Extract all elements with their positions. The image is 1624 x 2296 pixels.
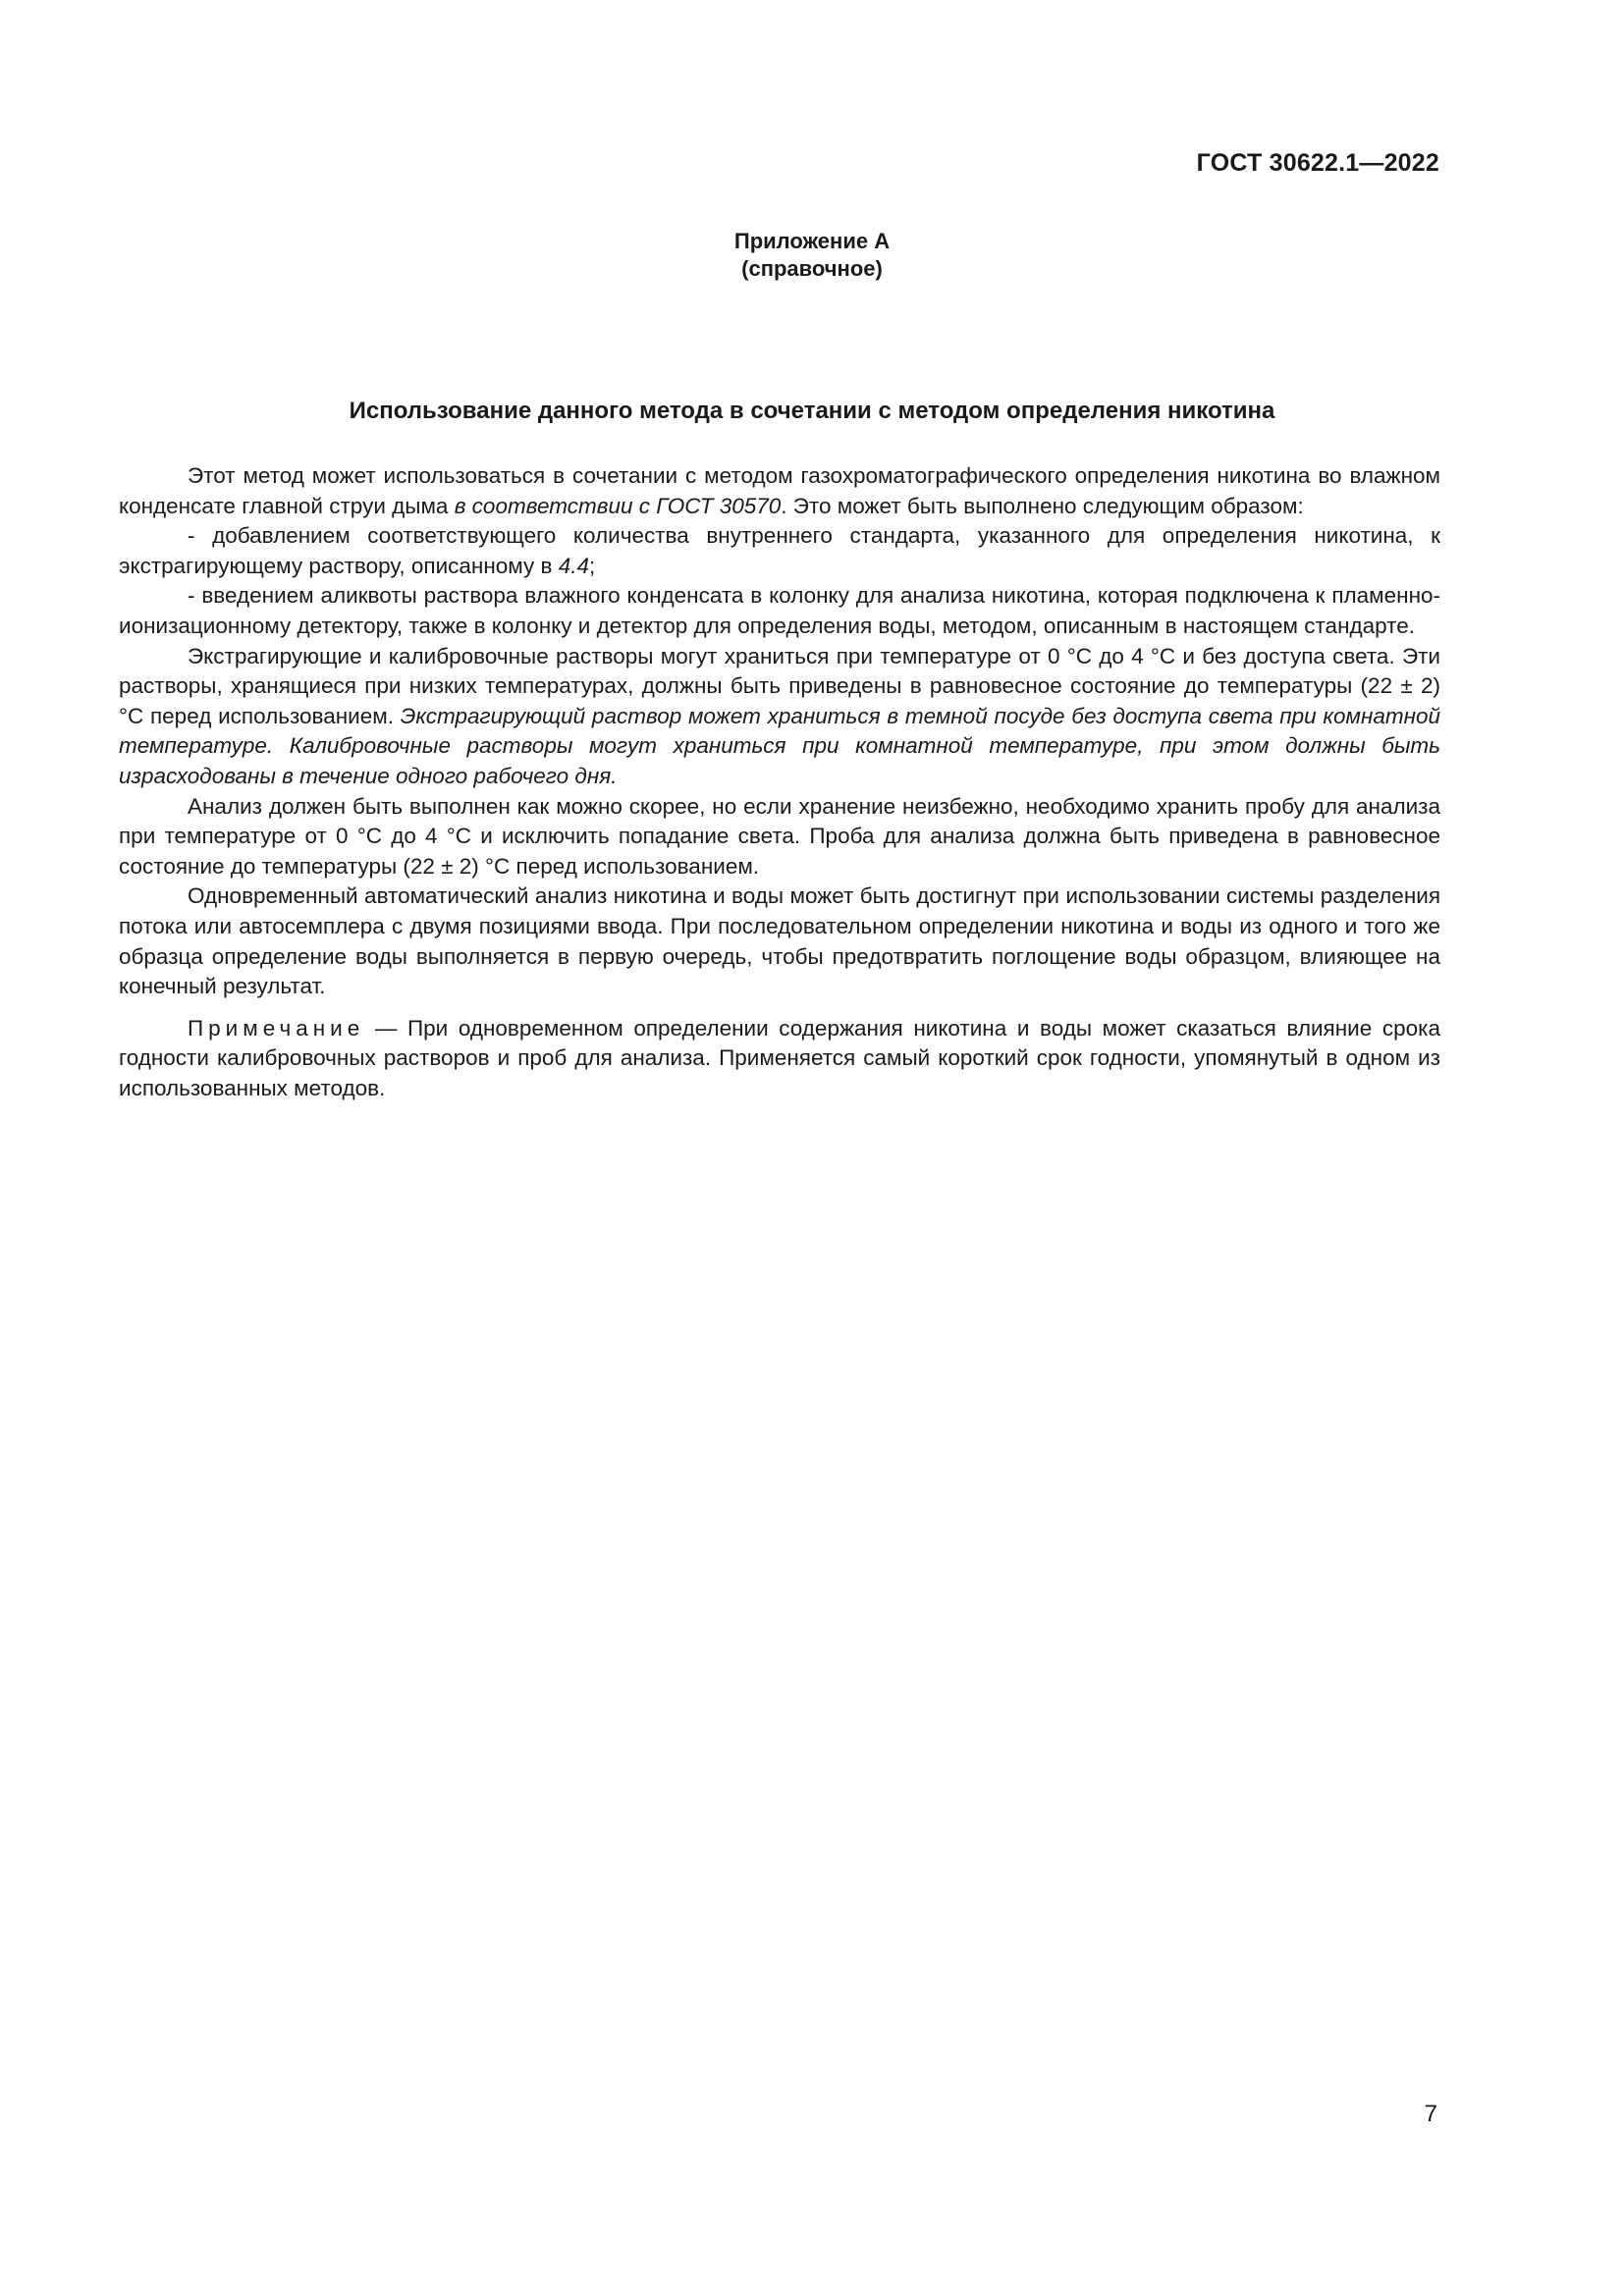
section-title: Использование данного метода в сочетании с методом определения никотина: [349, 398, 1275, 424]
text-span: - добавлением соответствующего количества внутреннего стандарта, указанного для определения никотина, к экстрагирующему раствору, описанному в: [119, 523, 1440, 578]
list-item: [119, 521, 1440, 581]
paragraph-analysis: Анализ должен быть выполнен как можно скорее, но если хранение неизбежно, необходимо хранить пробу для анализа при температуре от 0 °С до 4 °С и исключить попадание света. Проба для анализа должна быть приведена в равновесное состояние до температуры (22 ± 2) °С перед использованием.: [119, 793, 1440, 879]
text-span: Этот метод может использоваться в сочетании с методом газохроматографического определения никотина во влажном конденсате главной струи дыма: [119, 463, 1440, 518]
text-span: . Это может быть выполнено следующим образом:: [781, 493, 1304, 518]
annex-heading: [0, 228, 1624, 283]
paragraph-storage: [119, 642, 1440, 792]
reference-link-text: в соответствии с ГОСТ 30570: [454, 493, 782, 518]
paragraph-intro: [119, 461, 1440, 521]
note-label: Примечание: [188, 1015, 365, 1041]
document-code: ГОСТ 30622.1—2022: [1196, 149, 1439, 177]
italic-text: Экстрагирующий раствор может храниться в темной посуде без доступа света при комнатной температуре. Калибровочные растворы могут храниться при комнатной температуре, при этом должны быть израсходованы в течение одного рабочего дня.: [119, 703, 1440, 788]
note: [119, 1014, 1440, 1104]
list-item: - введением аликвоты раствора влажного конденсата в колонку для анализа никотина, которая подключена к пламенно-ионизационному детектору, также в колонку и детектор для определения воды, методом, описанным в настоящем стандарте.: [119, 583, 1440, 638]
paragraph-automatic: Одновременный автоматический анализ никотина и воды может быть достигнут при использовании системы разделения потока или автосемплера с двумя позициями ввода. При последовательном определении никотина и воды из одного и того же образца определение воды выполняется в первую очередь, чтобы предотвратить поглощение воды образцом, влияющее на конечный результат.: [119, 883, 1440, 999]
page-number: 7: [1424, 2101, 1437, 2127]
annex-title: Приложение А: [733, 229, 891, 253]
text-span: ;: [588, 553, 596, 578]
text-span: Экстрагирующие и калибровочные растворы могут храниться при температуре от 0 °С до 4 °С и без доступа света. Эти растворы, хранящиеся при низких температурах, должны быть приведены в равновесное состояние до температуры (22 ± 2) °С перед использованием.: [119, 643, 1440, 728]
document-body: [119, 461, 1440, 1103]
note-text: — При одновременном определении содержания никотина и воды может сказаться влияние срока годности калибровочных растворов и проб для анализа. Применяется самый короткий срок годности, упомянутый в одном из использованных методов.: [119, 1015, 1440, 1100]
clause-reference: 4.4: [558, 553, 589, 578]
annex-status: (справочное): [741, 256, 883, 281]
